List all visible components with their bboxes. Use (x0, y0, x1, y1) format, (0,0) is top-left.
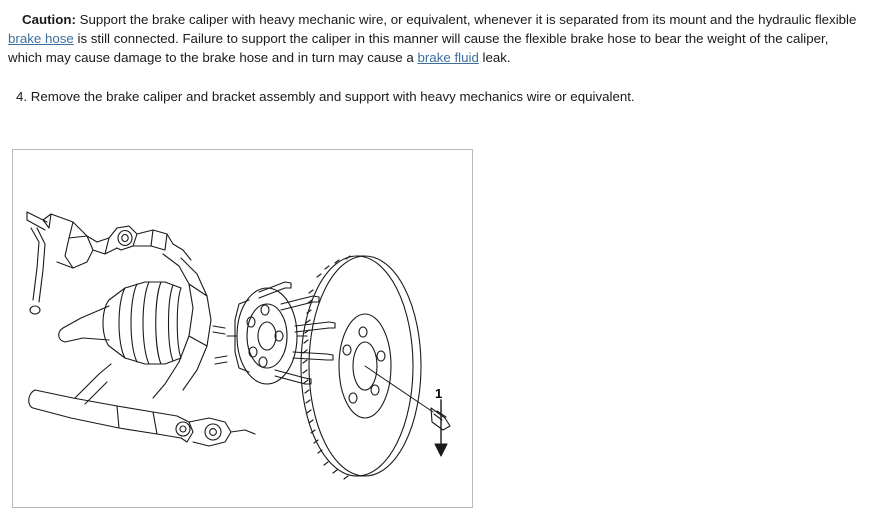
caution-label: Caution: (22, 12, 76, 27)
caution-paragraph (8, 10, 861, 67)
caution-text-2: is still connected. Failure to support the caliper in this manner will cause the flexible brake hose to bear the weight of the caliper, which may cause damage to the brake hose and in turn may cause a (8, 31, 829, 65)
figure-illustration (12, 149, 473, 508)
figure-callout-1: 1 (435, 386, 443, 401)
caution-text-3: leak. (478, 50, 511, 65)
brake-fluid-link[interactable]: brake fluid (417, 50, 479, 65)
caution-text-1: Support the brake caliper with heavy mechanic wire, or equivalent, whenever it is separated from its mount and the hydraulic flexible (75, 12, 857, 27)
procedure-step-4: 4. Remove the brake caliper and bracket assembly and support with heavy mechanics wire or equivalent. (16, 89, 635, 104)
brake-hose-link[interactable]: brake hose (8, 31, 74, 46)
